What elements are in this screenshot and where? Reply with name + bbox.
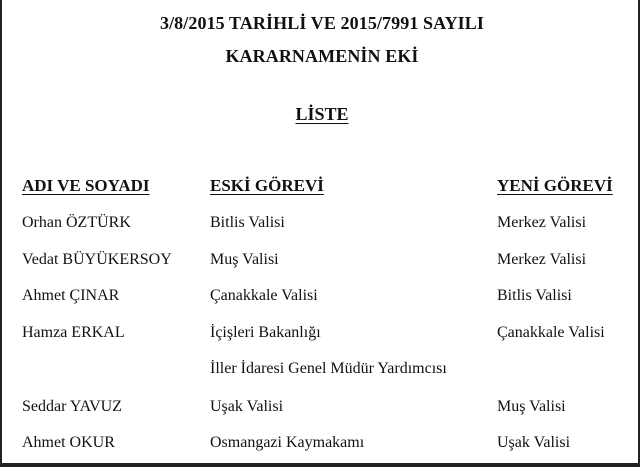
cell-old-position: Çanakkale Valisi <box>210 287 318 304</box>
table-row <box>2 360 640 384</box>
cell-new-position: Bitlis Valisi <box>497 287 572 304</box>
cell-name: Vedat BÜYÜKERSOY <box>22 251 172 268</box>
cell-old-position: Osmangazi Kaymakamı <box>210 434 365 451</box>
cell-old-position: İçişleri Bakanlığı <box>210 324 321 341</box>
cell-old-position: Bitlis Valisi <box>210 214 285 231</box>
cell-name: Ahmet OKUR <box>22 434 115 451</box>
document-title-line-1: 3/8/2015 TARİHLİ VE 2015/7991 SAYILI <box>159 13 484 33</box>
cell-name: Orhan ÖZTÜRK <box>22 214 131 231</box>
cell-new-position: Çanakkale Valisi <box>497 324 605 341</box>
document-title-line-2: KARARNAMENİN EKİ <box>225 46 419 66</box>
table-row <box>2 434 640 458</box>
table-row <box>2 214 640 238</box>
list-heading: LİSTE <box>295 104 349 124</box>
column-header-name: ADI VE SOYADI <box>22 176 150 195</box>
cell-old-position: Muş Valisi <box>210 251 279 268</box>
cell-old-position: İller İdaresi Genel Müdür Yardımcısı <box>210 360 447 377</box>
cell-name: Hamza ERKAL <box>22 324 125 341</box>
column-header-old-position: ESKİ GÖREVİ <box>210 176 324 195</box>
cell-new-position: Muş Valisi <box>497 398 566 415</box>
cell-name: Ahmet ÇINAR <box>22 287 120 304</box>
cell-new-position: Merkez Valisi <box>497 214 587 231</box>
column-header-new-position: YENİ GÖREVİ <box>497 176 613 195</box>
cell-old-position: Uşak Valisi <box>210 398 284 415</box>
table-row <box>2 398 640 422</box>
table-row <box>2 324 640 348</box>
cell-new-position: Merkez Valisi <box>497 251 587 268</box>
table-row <box>2 287 640 311</box>
cell-new-position: Uşak Valisi <box>497 434 571 451</box>
cell-name: Seddar YAVUZ <box>22 398 122 415</box>
table-row <box>2 251 640 275</box>
